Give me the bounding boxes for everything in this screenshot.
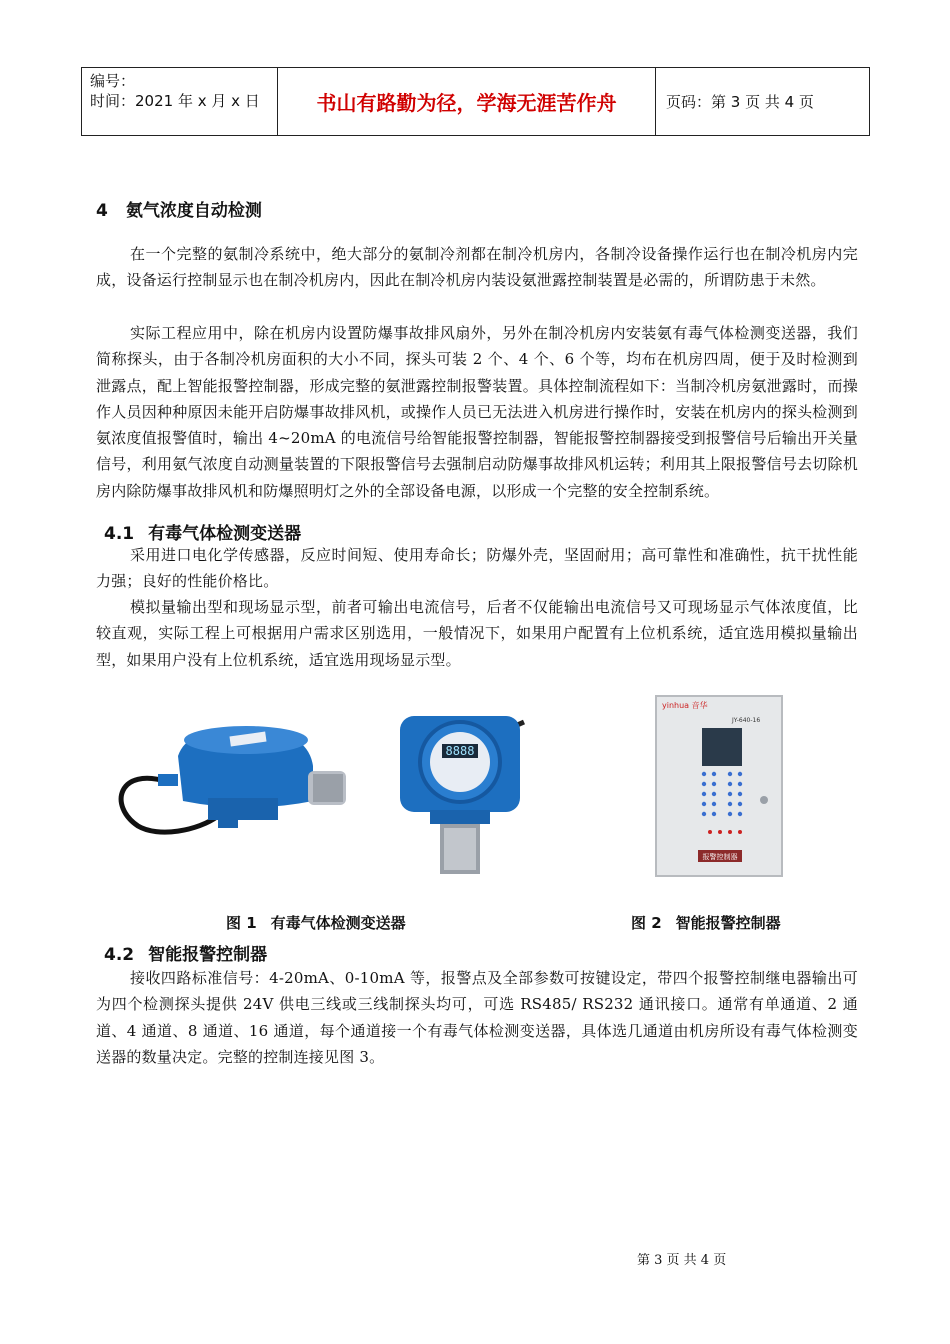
figure-number: 图 2 bbox=[631, 914, 662, 932]
analog-gas-transmitter-image bbox=[108, 716, 348, 846]
paragraph: 实际工程应用中，除在机房内设置防爆事故排风扇外，另外在制冷机房内安装氨有毒气体检测变送器，我们简称探头，由于各制冷机房面积的大小不同，探头可装 2 个、4 个、6 个等，均布在机房四周，便于及时检测到泄露点，配上智能报警控制器，形成完整的氨泄露控制报警装置。具体控制流程如下：当制冷机房氨泄露时，而操作人员因种种原因未能开启防爆事故排风机，或操作人员已无法进入机房进行操作时，安装在机房内的探头检测到氨浓度值报警值时，输出 4~20mA 的电流信号给智能报警控制器，智能报警控制器接受到报警信号后输出开关量信号，利用氨气浓度自动测量装置的下限报警信号去强制启动防爆事故排风机运转；利用其上限报警信号去切除机房内除防爆事故排风机和防爆照明灯之外的全部设备电源，以形成一个完整的安全控制系统。 bbox=[96, 324, 858, 500]
controller-brand: yinhua 音华 bbox=[662, 701, 708, 710]
controller-model: JY-640-16 bbox=[732, 717, 761, 724]
figure-title: 有毒气体检测变送器 bbox=[270, 914, 406, 932]
section-title: 智能报警控制器 bbox=[148, 945, 268, 965]
display-gas-transmitter-image bbox=[396, 700, 526, 880]
section-number: 4 bbox=[96, 201, 108, 221]
page-footer: 第 3 页 共 4 页 bbox=[637, 1253, 727, 1268]
motto: 书山有路勤为径，学海无涯苦作舟 bbox=[316, 91, 617, 115]
time-label: 时间：2021 年 x 月 x 日 bbox=[90, 92, 260, 110]
section-number: 4.2 bbox=[104, 945, 135, 965]
figure-1-caption bbox=[226, 912, 406, 933]
paragraph: 在一个完整的氨制冷系统中，绝大部分的氨制冷剂都在制冷机房内，各制冷设备操作运行也在制冷机房内完成，设备运行控制显示也在制冷机房内，因此在制冷机房内装设氨泄露控制装置是必需的，所谓防患于未然。 bbox=[96, 245, 858, 290]
number-label: 编号： bbox=[90, 72, 136, 90]
page-label: 页码：第 3 页 共 4 页 bbox=[666, 93, 814, 111]
section-4-heading bbox=[96, 196, 262, 221]
alarm-controller-image bbox=[652, 692, 790, 882]
figure-number: 图 1 bbox=[226, 914, 257, 932]
header-meta bbox=[82, 68, 278, 135]
section-title: 有毒气体检测变送器 bbox=[148, 524, 302, 544]
paragraph: 采用进口电化学传感器，反应时间短、使用寿命长；防爆外壳，坚固耐用；高可靠性和准确性，抗干扰性能力强；良好的性能价格比。 bbox=[96, 546, 858, 591]
paragraph: 接收四路标准信号：4-20mA、0-10mA 等，报警点及全部参数可按键设定，带四个报警控制继电器输出可为四个检测探头提供 24V 供电三线或三线制探头均可，可选 RS485/ RS232 通讯接口。通常有单通道、2 通道、4 通道、8 通道、16 通道，每个通道接一个有毒气体检测变送器，具体选几通道由机房所设有毒气体检测变送器的数量决定。完整的控制连接见图 3。 bbox=[96, 969, 858, 1066]
section-4-2-heading bbox=[104, 940, 267, 965]
section-number: 4.1 bbox=[104, 524, 135, 544]
figure-title: 智能报警控制器 bbox=[675, 914, 781, 932]
section-title: 氨气浓度自动检测 bbox=[125, 201, 262, 221]
page-header bbox=[81, 67, 870, 136]
header-motto-cell bbox=[278, 68, 656, 135]
display-digits: 8888 bbox=[445, 744, 475, 758]
section-4-1-heading bbox=[104, 519, 301, 544]
controller-label: 报警控制器 bbox=[702, 853, 738, 861]
figure-2-caption bbox=[631, 912, 781, 933]
paragraph: 模拟量输出型和现场显示型，前者可输出电流信号，后者不仅能输出电流信号又可现场显示气体浓度值，比较直观，实际工程上可根据用户需求区别选用，一般情况下，如果用户配置有上位机系统，适宜选用模拟量输出型，如果用户没有上位机系统，适宜选用现场显示型。 bbox=[96, 598, 858, 669]
